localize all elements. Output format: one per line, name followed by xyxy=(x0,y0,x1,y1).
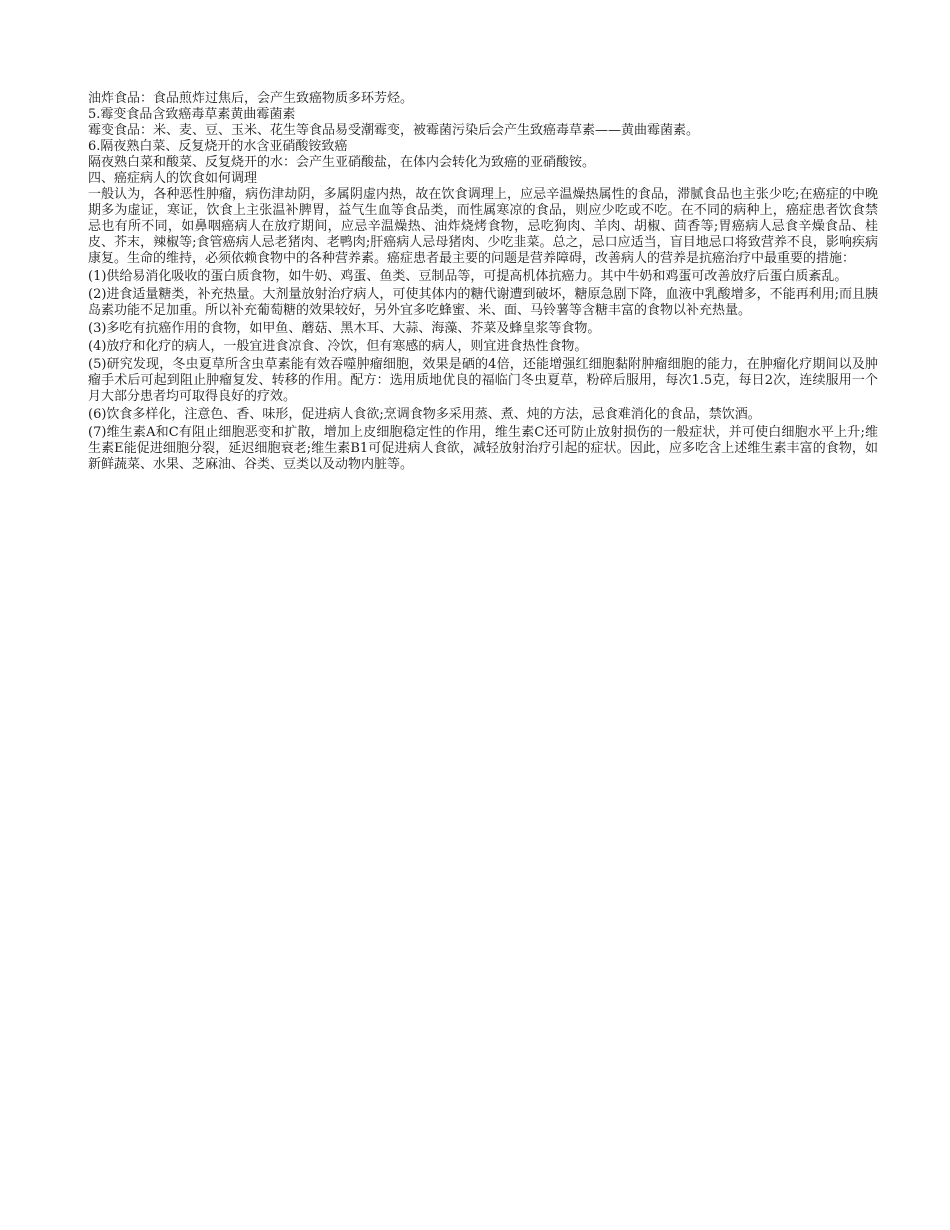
paragraph-fried-food: 油炸食品：食品煎炸过焦后，会产生致癌物质多环芳烃。 xyxy=(88,91,414,106)
list-item-protein: (1)供给易消化吸收的蛋白质食物，如牛奶、鸡蛋、鱼类、豆制品等，可提高机体抗癌力。其中牛奶和鸡蛋可改善放疗后蛋白质紊乱。 xyxy=(88,269,848,284)
list-item-vitamins: (7)维生素A和C有阻止细胞恶变和扩散，增加上皮细胞稳定性的作用，维生素C还可防止放射损伤的一般症状，并可使白细胞水平上升;维生素E能促进细胞分裂，延迟细胞衰老;维生素B1可促进病人食欲，减轻放射治疗引起的症状。因此，应多吃含上述维生素丰富的食物，如新鲜蔬菜、水果、芝麻油、谷类、豆类以及动物内脏等。 xyxy=(88,425,878,472)
list-item-cold-food: (4)放疗和化疗的病人，一般宜进食凉食、冷饮，但有寒感的病人，则宜进食热性食物。 xyxy=(88,339,588,354)
list-item-cordyceps: (5)研究发现，冬虫夏草所含虫草素能有效吞噬肿瘤细胞，效果是硒的4倍，还能增强红细胞黏附肿瘤细胞的能力，在肿瘤化疗期间以及肿瘤手术后可起到阻止肿瘤复发、转移的作用。配方：选用质地优良的福临门冬虫夏草，粉碎后服用，每次1.5克，每日2次，连续服用一个月大部分患者均可取得良好的疗效。 xyxy=(88,357,878,404)
section-heading-diet: 四、癌症病人的饮食如何调理 xyxy=(88,171,258,186)
paragraph-moldy-food: 霉变食品：米、麦、豆、玉米、花生等食品易受潮霉变，被霉菌污染后会产生致癌毒草素——黄曲霉菌素。 xyxy=(88,123,700,138)
list-item-sugar: (2)进食适量糖类，补充热量。大剂量放射治疗病人，可使其体内的糖代谢遭到破坏，糖原急剧下降，血液中乳酸增多，不能再利用;而且胰岛素功能不足加重。所以补充葡萄糖的效果较好，另外宜多吃蜂蜜、米、面、马铃薯等含糖丰富的食物以补充热量。 xyxy=(88,287,878,318)
document-body xyxy=(88,91,878,475)
heading-moldy-food: 5.霉变食品含致癌毒草素黄曲霉菌素 xyxy=(88,107,296,122)
list-item-anticancer-food: (3)多吃有抗癌作用的食物，如甲鱼、蘑菇、黑木耳、大蒜、海藻、芥菜及蜂皇浆等食物。 xyxy=(88,321,601,336)
paragraph-diet-intro: 一般认为，各种恶性肿瘤，病伤津劫阴，多属阴虚内热，故在饮食调理上，应忌辛温燥热属性的食品，滞腻食品也主张少吃;在癌症的中晚期多为虚证，寒证，饮食上主张温补脾胃，益气生血等食品类，而性属寒凉的食品，则应少吃或不吃。在不同的病种上，癌症患者饮食禁忌也有所不同，如鼻咽癌病人在放疗期间，应忌辛温燥热、油炸烧烤食物，忌吃狗肉、羊肉、胡椒、茴香等;胃癌病人忌食辛燥食品、桂皮、芥末，辣椒等;食管癌病人忌老猪肉、老鸭肉;肝癌病人忌母猪肉、少吃韭菜。总之，忌口应适当，盲目地忌口将致营养不良，影响疾病康复。生命的维持，必须依赖食物中的各种营养素。癌症患者最主要的问题是营养障碍，改善病人的营养是抗癌治疗中最重要的措施： xyxy=(88,187,878,266)
list-item-diet-variety: (6)饮食多样化，注意色、香、味形，促进病人食欲;烹调食物多采用蒸、煮、炖的方法，忌食难消化的食品，禁饮酒。 xyxy=(88,407,761,422)
heading-overnight-vegetables: 6.隔夜熟白菜、反复烧开的水含亚硝酸铵致癌 xyxy=(88,139,348,154)
paragraph-overnight-vegetables: 隔夜熟白菜和酸菜、反复烧开的水：会产生亚硝酸盐，在体内会转化为致癌的亚硝酸铵。 xyxy=(88,155,596,170)
